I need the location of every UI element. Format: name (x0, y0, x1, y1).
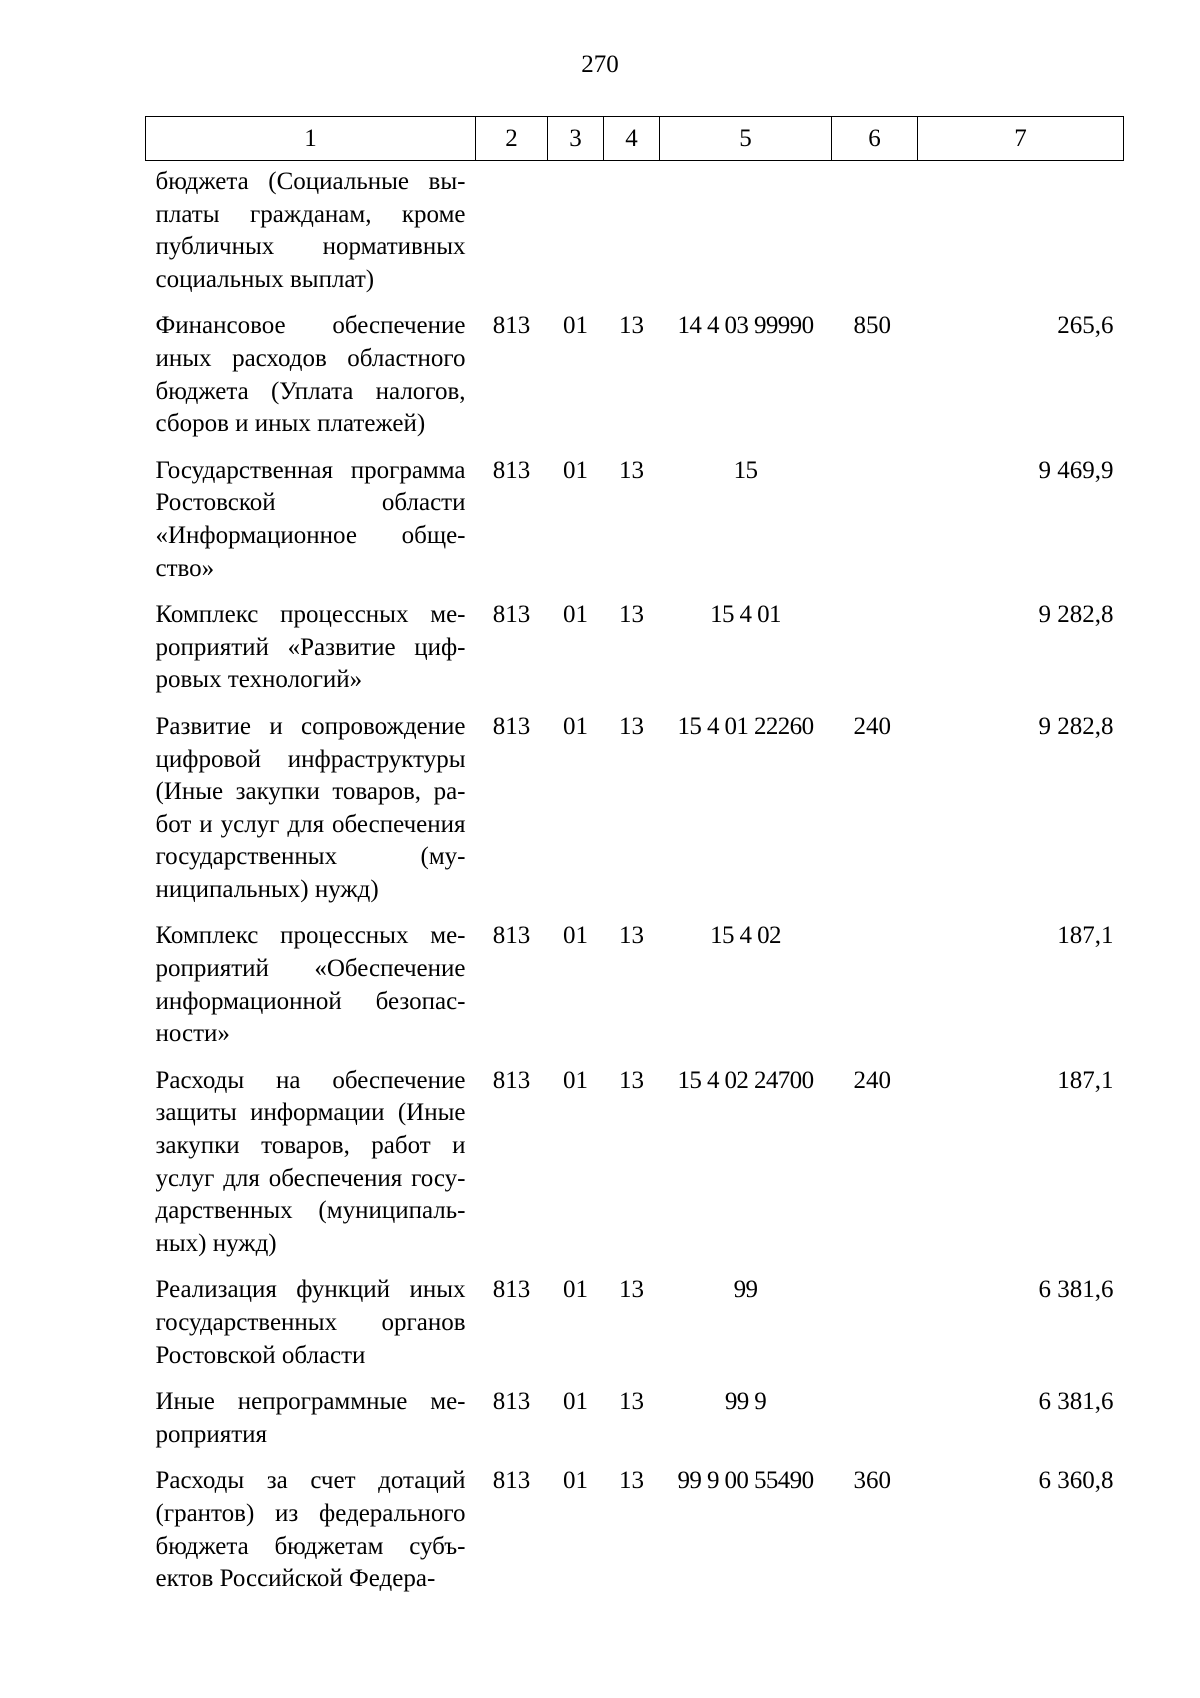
row-description: Расходы на обеспечение защиты информации (Иные закупки товаров, работ и услуг для обеспечения государственных (муниципальных) нужд) (155, 1066, 466, 1257)
cell-subsection: 13 (619, 1467, 644, 1495)
column-header-1: 1 (146, 117, 476, 161)
table-row (146, 1065, 1124, 1275)
cell-target-article: 99 (733, 1276, 758, 1304)
cell-amount: 187,1 (1057, 922, 1114, 950)
cell-subsection: 13 (619, 456, 644, 484)
cell-subsection: 13 (619, 1066, 644, 1094)
cell-section: 01 (563, 1276, 588, 1304)
cell-section: 01 (563, 1066, 588, 1094)
cell-target-article: 15 4 02 (710, 922, 781, 950)
cell-expense-type: 240 (853, 1066, 891, 1094)
table-row (146, 455, 1124, 599)
table-row (146, 1386, 1124, 1465)
column-header-2: 2 (476, 117, 548, 161)
cell-target-article: 99 9 00 55490 (677, 1467, 814, 1495)
cell-amount: 6 381,6 (1038, 1388, 1114, 1416)
column-header-3: 3 (548, 117, 604, 161)
cell-ministry-code: 813 (492, 1066, 531, 1094)
cell-amount: 9 282,8 (1038, 601, 1114, 629)
cell-ministry-code: 813 (492, 601, 531, 629)
budget-table (145, 116, 1124, 1610)
row-description: Реализация функций иных государственных органов Ростовской области (155, 1276, 466, 1369)
row-description: Финансовое обеспечение иных расходов областного бюджета (Уплата налогов, сборов и иных платежей) (155, 312, 466, 438)
cell-target-article (660, 161, 832, 311)
cell-expense-type (832, 455, 918, 599)
cell-section (548, 161, 604, 311)
column-header-4: 4 (604, 117, 660, 161)
cell-target-article: 15 4 01 (710, 601, 781, 629)
table-header (146, 117, 1124, 161)
row-description: Комплекс процессных мероприятий «Обеспечение информационной безопасности» (155, 922, 466, 1048)
cell-subsection: 13 (619, 1276, 644, 1304)
cell-subsection: 13 (619, 312, 644, 340)
cell-ministry-code: 813 (492, 922, 531, 950)
cell-target-article: 15 4 02 24700 (677, 1066, 814, 1094)
column-header-6: 6 (832, 117, 918, 161)
cell-amount: 9 469,9 (1038, 456, 1114, 484)
cell-section: 01 (563, 1388, 588, 1416)
cell-expense-type (832, 1386, 918, 1465)
cell-amount: 265,6 (1057, 312, 1114, 340)
cell-section: 01 (563, 601, 588, 629)
cell-section: 01 (563, 1467, 588, 1495)
row-description: Комплекс процессных мероприятий «Развитие цифровых технологий» (155, 601, 466, 694)
column-header-5: 5 (660, 117, 832, 161)
row-description: бюджета (Социальные выплаты гражданам, кроме публичных нормативных социальных выплат) (155, 168, 466, 293)
cell-amount: 6 360,8 (1038, 1467, 1114, 1495)
cell-subsection: 13 (619, 712, 644, 740)
column-header-7: 7 (918, 117, 1124, 161)
cell-amount: 187,1 (1057, 1066, 1114, 1094)
cell-ministry-code: 813 (492, 1467, 531, 1495)
cell-subsection: 13 (619, 922, 644, 950)
cell-section: 01 (563, 922, 588, 950)
cell-subsection: 13 (619, 1388, 644, 1416)
row-description: Развитие и сопровождение цифровой инфраструктуры (Иные закупки товаров, работ и услуг для обеспечения государственных (муниципальных) нужд) (155, 712, 466, 903)
cell-target-article: 15 4 01 22260 (677, 712, 814, 740)
cell-ministry-code: 813 (492, 312, 531, 340)
cell-amount (918, 161, 1124, 311)
cell-subsection: 13 (619, 601, 644, 629)
row-description: Государственная программа Ростовской области «Информационное общество» (155, 456, 466, 582)
row-description: Иные непрограммные мероприятия (155, 1388, 466, 1448)
cell-subsection (604, 161, 660, 311)
cell-amount: 9 282,8 (1038, 712, 1114, 740)
header-row (146, 117, 1124, 161)
cell-ministry-code: 813 (492, 1276, 531, 1304)
cell-ministry-code: 813 (492, 1388, 531, 1416)
cell-expense-type: 850 (853, 312, 891, 340)
cell-section: 01 (563, 312, 588, 340)
cell-target-article: 15 (733, 456, 758, 484)
table-body (146, 161, 1124, 1610)
cell-target-article: 99 9 (724, 1388, 767, 1416)
table-row (146, 161, 1124, 311)
cell-ministry-code: 813 (492, 712, 531, 740)
table-row (146, 599, 1124, 711)
cell-expense-type (832, 1274, 918, 1386)
cell-expense-type (832, 599, 918, 711)
cell-section: 01 (563, 712, 588, 740)
table-row (146, 711, 1124, 921)
cell-expense-type (832, 920, 918, 1064)
row-description: Расходы за счет дотаций (грантов) из федерального бюджета бюджетам субъектов Российской Федера- (155, 1467, 466, 1593)
cell-ministry-code (476, 161, 548, 311)
table-row (146, 310, 1124, 454)
page-number: 270 (581, 51, 619, 78)
cell-expense-type: 360 (853, 1467, 891, 1495)
cell-ministry-code: 813 (492, 456, 531, 484)
table-row (146, 1274, 1124, 1386)
cell-section: 01 (563, 456, 588, 484)
table-row (146, 920, 1124, 1064)
cell-expense-type: 240 (853, 712, 891, 740)
table-row (146, 1465, 1124, 1609)
cell-target-article: 14 4 03 99990 (677, 312, 814, 340)
cell-amount: 6 381,6 (1038, 1276, 1114, 1304)
cell-expense-type (832, 161, 918, 311)
